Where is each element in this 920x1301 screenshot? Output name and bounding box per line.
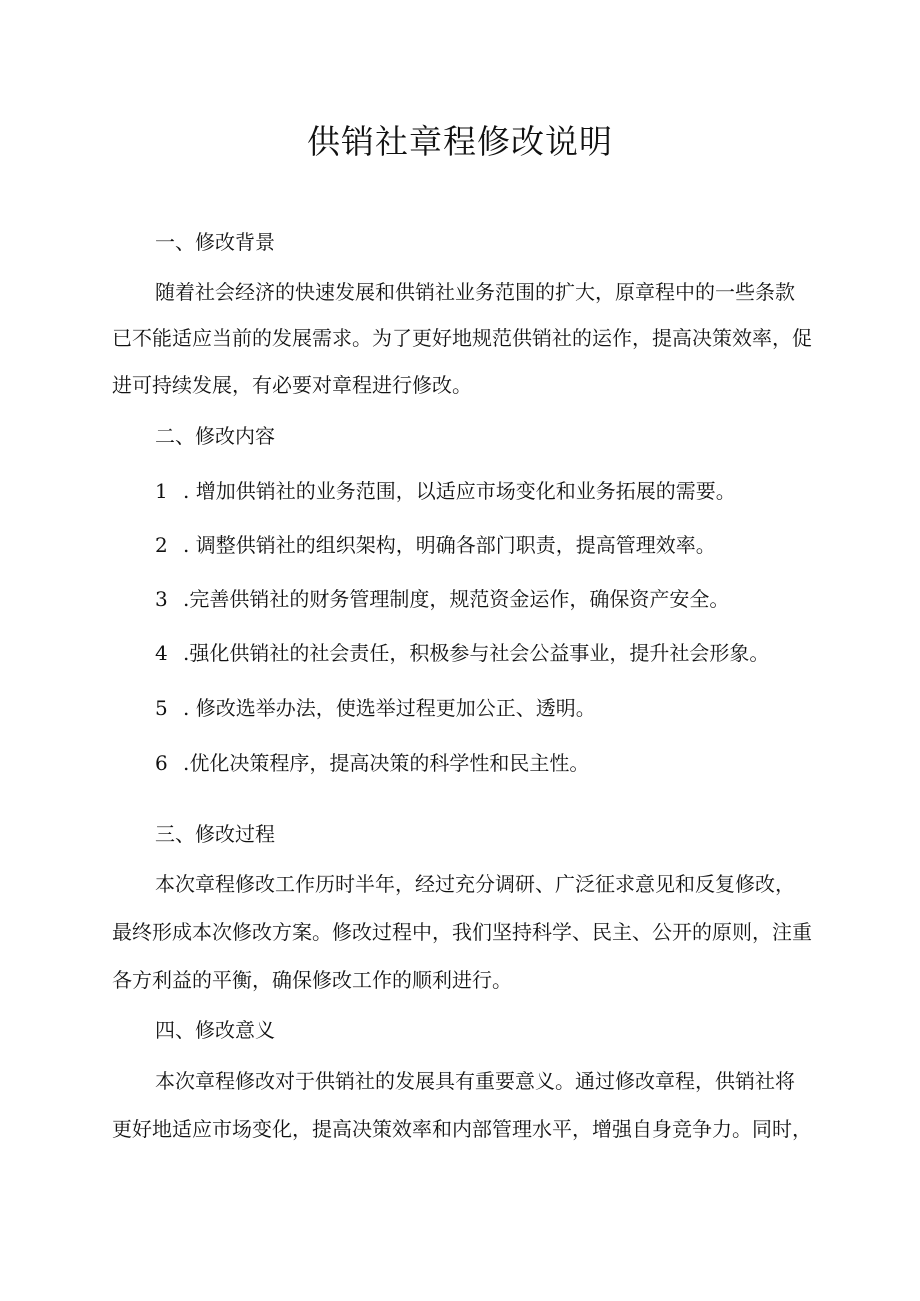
paragraph-line: 更好地适应市场变化，提高决策效率和内部管理水平，增强自身竞争力。同时， [112, 1117, 812, 1141]
list-item-number: 2 [155, 533, 168, 557]
list-item [155, 531, 855, 559]
list-item [155, 477, 855, 505]
section-heading-content: 二、修改内容 [155, 424, 275, 448]
document-title: 供销社章程修改说明 [307, 122, 613, 161]
paragraph-line: 本次章程修改对于供销社的发展具有重要意义。通过修改章程，供销社将 [155, 1069, 795, 1093]
list-item-number: 5 [155, 696, 168, 720]
list-item-text: . 调整供销社的组织架构，明确各部门职责，提高管理效率。 [183, 533, 716, 557]
paragraph-line: 各方利益的平衡，确保修改工作的顺利进行。 [112, 968, 512, 992]
list-item [155, 749, 855, 777]
paragraph-line: 已不能适应当前的发展需求。为了更好地规范供销社的运作，提高决策效率，促 [112, 326, 812, 350]
paragraph-line: 最终形成本次修改方案。修改过程中，我们坚持科学、民主、公开的原则，注重 [112, 920, 812, 944]
paragraph-line: 本次章程修改工作历时半年，经过充分调研、广泛征求意见和反复修改， [155, 872, 795, 896]
list-item [155, 639, 855, 667]
list-item [155, 694, 855, 722]
list-item-text: .强化供销社的社会责任，积极参与社会公益事业，提升社会形象。 [183, 641, 770, 665]
list-item-text: . 增加供销社的业务范围，以适应市场变化和业务拓展的需要。 [183, 479, 736, 503]
section-heading-background: 一、修改背景 [155, 230, 275, 254]
list-item-number: 1 [155, 479, 168, 503]
list-item [155, 585, 855, 613]
list-item-number: 3 [155, 587, 168, 611]
paragraph-line: 进可持续发展，有必要对章程进行修改。 [112, 373, 472, 397]
list-item-text: . 修改选举办法，使选举过程更加公正、透明。 [183, 696, 596, 720]
list-item-text: .优化决策程序，提高决策的科学性和民主性。 [183, 751, 590, 775]
paragraph-line: 随着社会经济的快速发展和供销社业务范围的扩大，原章程中的一些条款 [155, 280, 795, 304]
list-item-number: 6 [155, 751, 168, 775]
list-item-text: .完善供销社的财务管理制度，规范资金运作，确保资产安全。 [183, 587, 730, 611]
list-item-number: 4 [155, 641, 168, 665]
section-heading-process: 三、修改过程 [155, 822, 275, 846]
section-heading-significance: 四、修改意义 [155, 1018, 275, 1042]
